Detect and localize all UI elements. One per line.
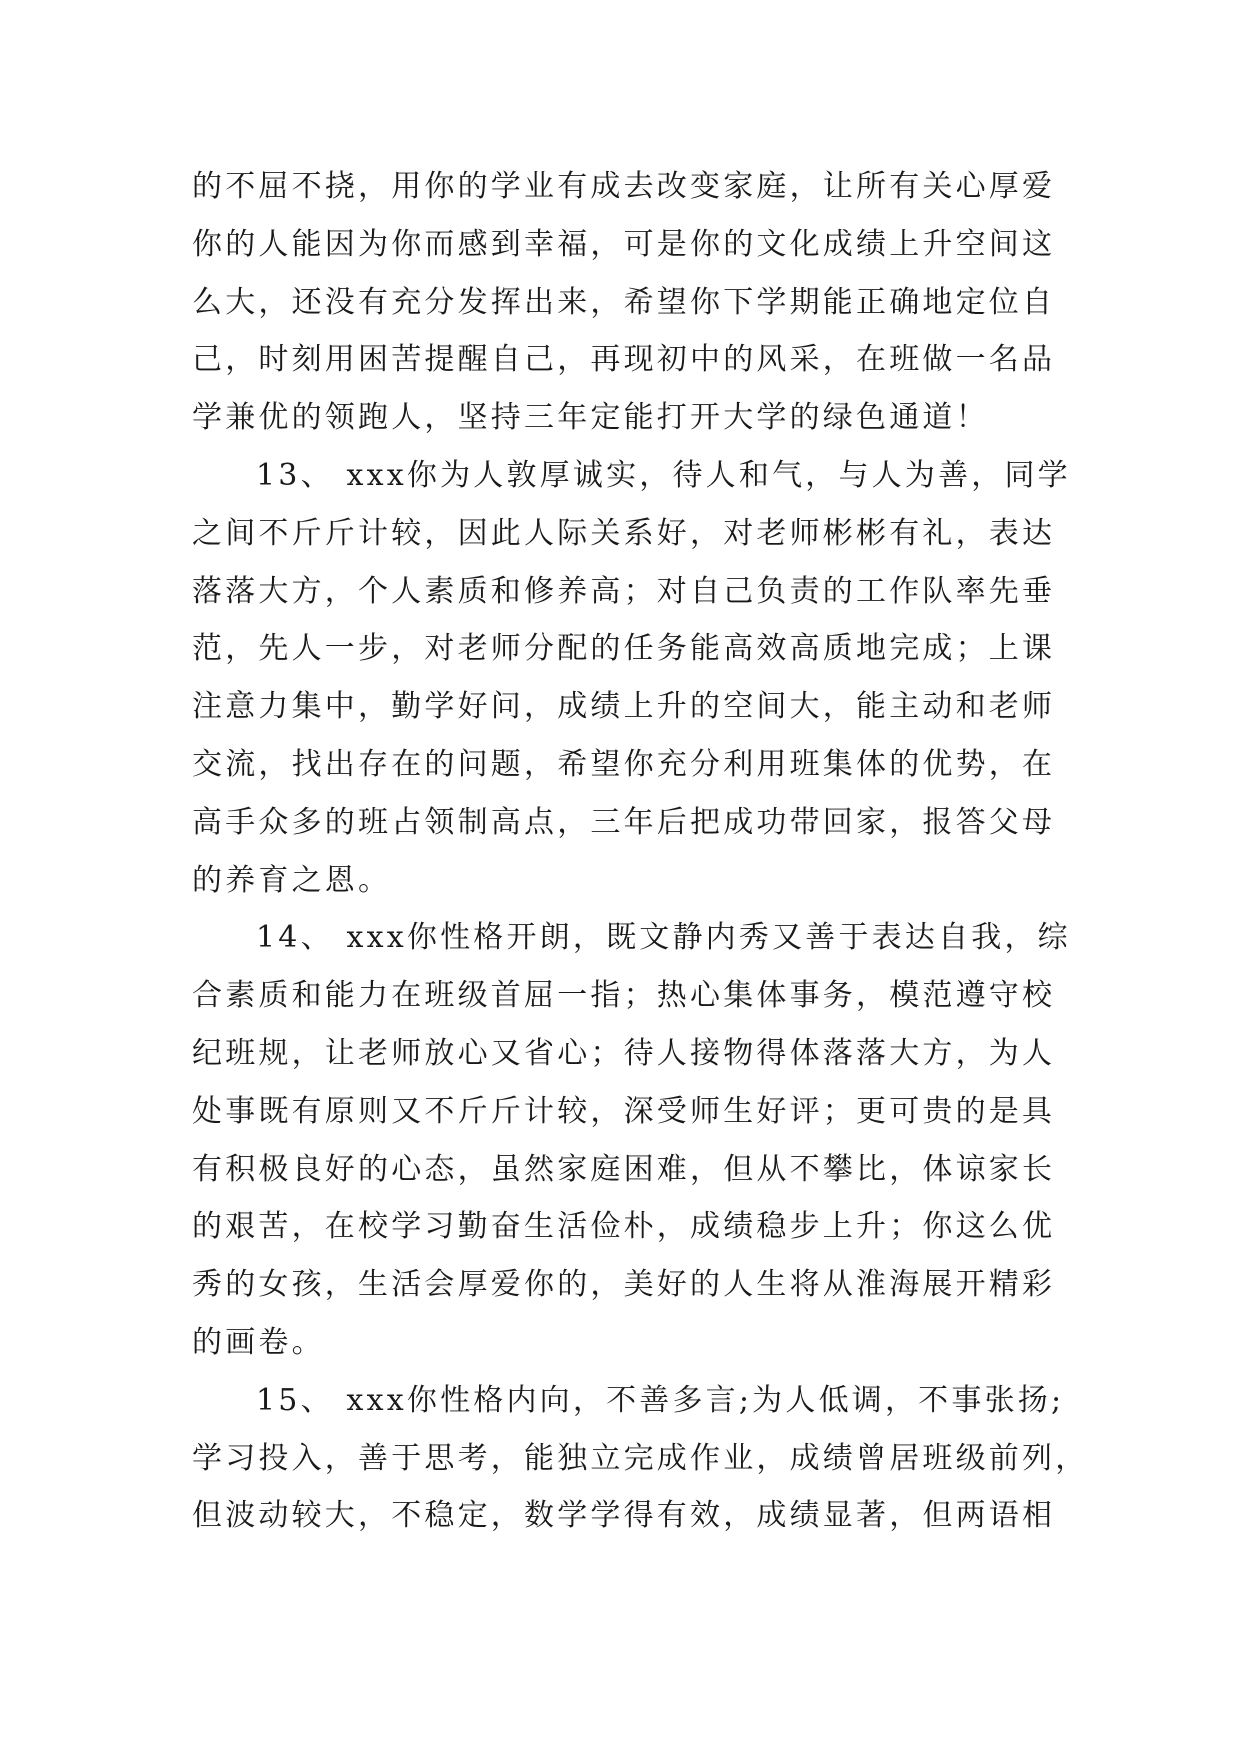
text-line: 之间不斤斤计较，因此人际关系好，对老师彬彬有礼，表达: [192, 515, 1056, 551]
text-line: 的艰苦，在校学习勤奋生活俭朴，成绩稳步上升；你这么优: [192, 1209, 1056, 1245]
text-line: 的不屈不挠，用你的学业有成去改变家庭，让所有关心厚爱: [192, 169, 1056, 204]
text-line: 但波动较大，不稳定，数学学得有效，成绩显著，但两语相: [192, 1498, 1056, 1534]
text-line: 学兼优的领跑人，坚持三年定能打开大学的绿色通道！: [192, 400, 989, 436]
text-line: 交流，找出存在的问题，希望你充分利用班集体的优势，在: [192, 746, 1056, 782]
document-body: [192, 158, 1089, 1545]
text-line: 高手众多的班占领制高点，三年后把成功带回家，报答父母: [192, 804, 1056, 840]
text-line: 纪班规，让老师放心又省心；待人接物得体落落大方，为人: [192, 1035, 1056, 1071]
text-line: 处事既有原则又不斤斤计较，深受师生好评；更可贵的是具: [192, 1093, 1056, 1129]
text-line: 落落大方，个人素质和修养高；对自己负责的工作队率先垂: [192, 573, 1056, 609]
text-line: 合素质和能力在班级首屈一指；热心集体事务，模范遵守校: [192, 978, 1056, 1014]
text-line: 己，时刻用困苦提醒自己，再现初中的风采，在班做一名品: [192, 342, 1056, 378]
text-line: 注意力集中，勤学好问，成绩上升的空间大，能主动和老师: [192, 689, 1056, 725]
text-line: 你的人能因为你而感到幸福，可是你的文化成绩上升空间这: [192, 226, 1056, 262]
paragraph-14-start: 14、 xxx你性格开朗，既文静内秀又善于表达自我，综: [256, 920, 1071, 956]
paragraph-15-start: 15、 xxx你性格内向，不善多言;为人低调，不事张扬;: [256, 1382, 1065, 1418]
paragraph-13-start: 13、 xxx你为人敦厚诚实，待人和气，与人为善，同学: [256, 457, 1071, 493]
text-line: 学习投入，善于思考，能独立完成作业，成绩曾居班级前列，: [192, 1440, 1089, 1476]
text-line: 么大，还没有充分发挥出来，希望你下学期能正确地定位自: [192, 284, 1056, 320]
text-line: 秀的女孩，生活会厚爱你的，美好的人生将从淮海展开精彩: [192, 1267, 1056, 1303]
text-line: 的养育之恩。: [192, 862, 392, 898]
text-line: 范，先人一步，对老师分配的任务能高效高质地完成；上课: [192, 631, 1056, 667]
text-line: 的画卷。: [192, 1324, 325, 1360]
text-line: 有积极良好的心态，虽然家庭困难，但从不攀比，体谅家长: [192, 1151, 1056, 1187]
